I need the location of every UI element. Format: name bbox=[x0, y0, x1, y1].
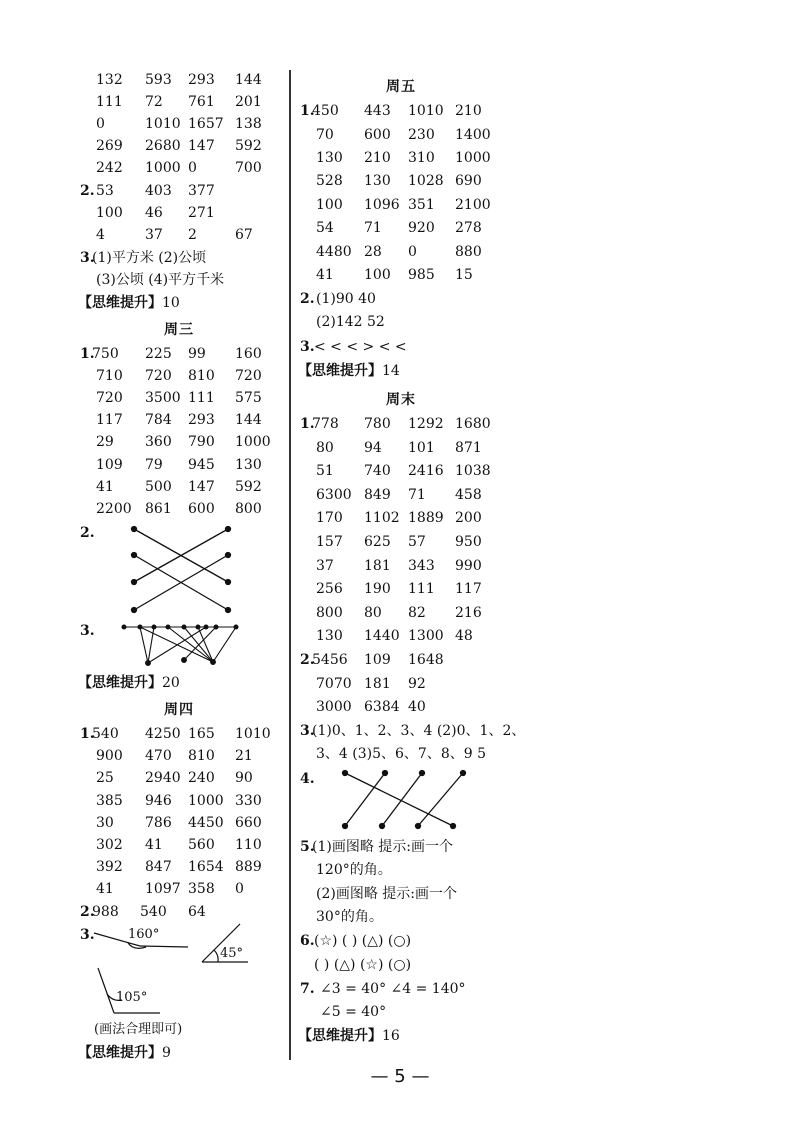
answer-line: (2)142 52 bbox=[316, 314, 385, 330]
answer-line: 3、4 (3)5、6、7、8、9 5 bbox=[316, 746, 486, 762]
thinking-boost: 【思维提升】9 bbox=[78, 1045, 171, 1061]
section-title-thu: 周四 bbox=[164, 702, 194, 718]
thinking-boost: 【思维提升】14 bbox=[298, 363, 400, 379]
thinking-boost: 【思维提升】20 bbox=[78, 675, 180, 691]
question-2-label: 2. bbox=[80, 525, 95, 541]
answer-line: 120°的角。 bbox=[316, 862, 392, 878]
question-3-label: 3. bbox=[80, 927, 95, 943]
question-3-label: 3. bbox=[80, 623, 95, 639]
answer-line: (3)公顷 (4)平方千米 bbox=[96, 272, 225, 288]
page-number: — 5 — bbox=[370, 1066, 430, 1087]
angle-drawings bbox=[80, 0, 285, 1144]
thinking-boost: 【思维提升】16 bbox=[298, 1028, 400, 1044]
answer-line: (2)画图略 提示:画一个 bbox=[316, 886, 457, 902]
question-4-label: 4. bbox=[300, 771, 315, 787]
thinking-boost: 【思维提升】10 bbox=[78, 295, 180, 311]
answer-line: ∠5 = 40° bbox=[320, 1004, 387, 1020]
answer-line: 30°的角。 bbox=[316, 909, 383, 925]
column-divider bbox=[289, 70, 291, 1060]
angle-label-160: 160° bbox=[128, 927, 160, 942]
answer-line: ( ) (△) (☆) (○) bbox=[314, 957, 412, 973]
drawing-note: (画法合理即可) bbox=[94, 1022, 183, 1037]
section-title-weekend: 周末 bbox=[386, 392, 416, 408]
angle-label-45: 45° bbox=[220, 946, 244, 961]
section-title-wed: 周三 bbox=[164, 322, 194, 338]
section-title-fri: 周五 bbox=[386, 79, 416, 95]
angle-label-105: 105° bbox=[116, 990, 148, 1005]
